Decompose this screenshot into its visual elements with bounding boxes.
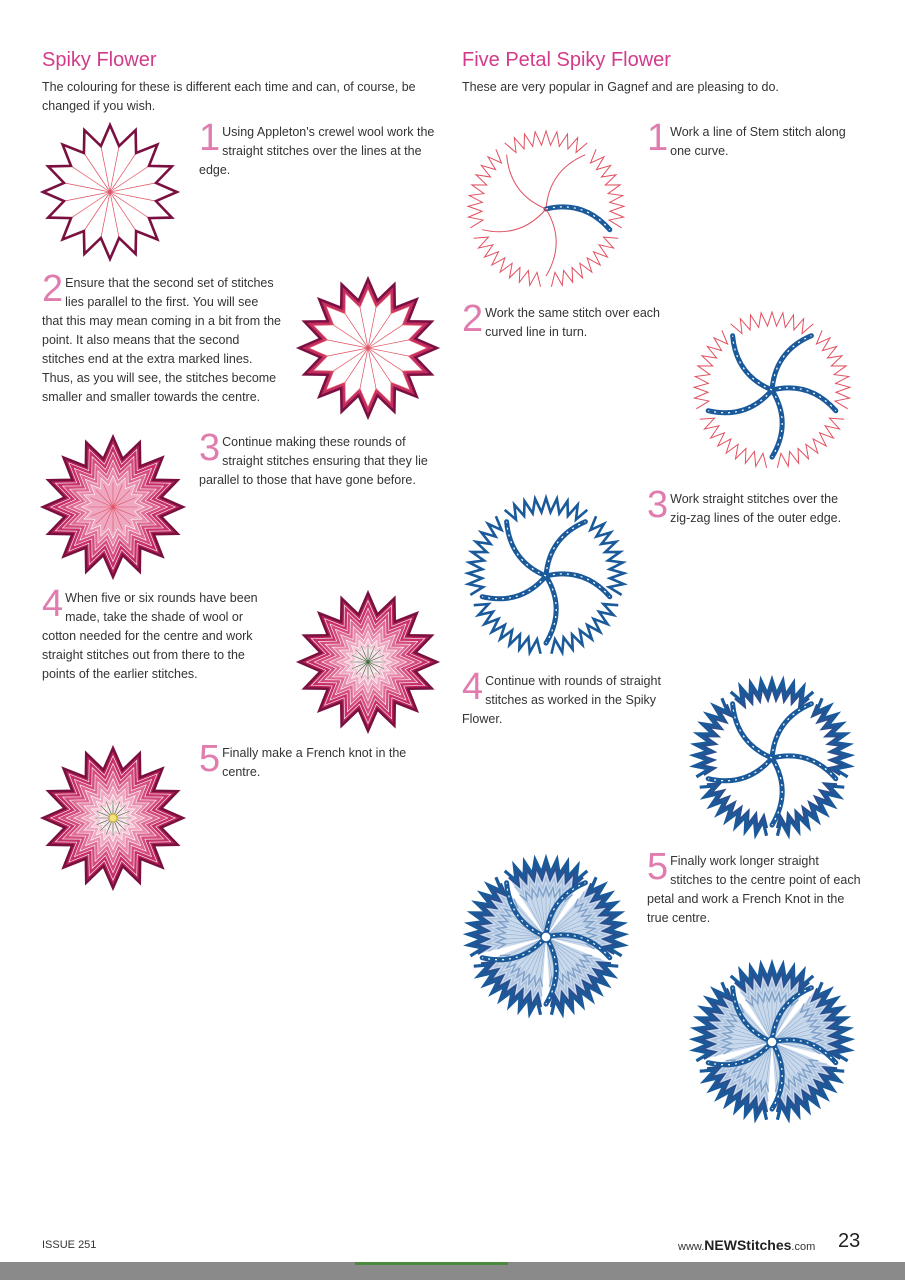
site-prefix: www. [678,1241,705,1253]
bottom-bar-accent [355,1262,508,1265]
bottom-bar [0,1262,905,1280]
five-petal-intro: These are very popular in Gagnef and are pleasing to do. [462,80,779,94]
issue-number: ISSUE 251 [42,1239,97,1251]
step-number: 5 [647,846,669,888]
right-step-5 [647,846,862,928]
page-number: 23 [838,1230,861,1252]
five-petal-illustration-4 [688,674,856,842]
step-number: 1 [647,117,669,159]
step-number: 4 [462,666,484,708]
left-step-4 [42,583,274,684]
step-number: 2 [42,268,64,310]
spiky-flower-illustration-1 [40,122,180,262]
step-text: Finally work longer straight stitches to the centre point of each petal and work a French Knot in the true centre. [647,854,861,925]
step-text: Ensure that the second set of stitches lies parallel to the first. You will see that this may mean coming in a bit from the point. It also means that the second stitches end at the extra marked lines. Thus, as you will see, the stitches become smaller and smaller towards the centre. [42,276,281,404]
step-number: 1 [199,117,221,159]
step-text: Continue making these rounds of straight stitches ensuring that they lie parallel to those that have gone before. [199,435,428,487]
step-text: Continue with rounds of straight stitches as worked in the Spiky Flower. [462,674,661,726]
step-text: Using Appleton's crewel wool work the straight stitches over the lines at the edge. [199,125,435,177]
step-number: 3 [199,427,221,469]
site-suffix: .com [791,1241,816,1253]
right-step-3 [647,484,857,528]
five-petal-illustration-6 [688,958,856,1126]
five-petal-heading: Five Petal Spiky Flower [462,49,671,71]
step-number: 5 [199,738,221,780]
left-step-1 [199,117,439,180]
spiky-flower-illustration-5 [40,745,186,891]
left-step-5 [199,738,429,782]
five-petal-illustration-3 [462,492,630,660]
right-step-4 [462,666,672,729]
five-petal-illustration-5 [462,853,630,1021]
step-text: When five or six rounds have been made, take the shade of wool or cotton needed for the centre and work straight stitches out from there to the points of the earlier stitches. [42,591,258,681]
spiky-flower-illustration-2 [296,276,440,420]
right-step-2 [462,298,672,342]
spiky-flower-illustration-4 [296,590,440,734]
spiky-flower-illustration-3 [40,434,186,580]
step-number: 2 [462,298,484,340]
left-step-2 [42,268,282,407]
five-petal-illustration-2 [688,306,856,474]
site-brand: NEWStitches [704,1237,792,1253]
step-text: Work straight stitches over the zig-zag lines of the outer edge. [670,492,842,525]
step-text: Work a line of Stem stitch along one curve. [670,125,846,158]
five-petal-illustration-1 [462,125,630,293]
step-number: 4 [42,583,64,625]
spiky-flower-intro: The colouring for these is different each time and can, of course, be changed if you wish. [42,80,416,113]
step-text: Finally make a French knot in the centre. [222,746,407,779]
right-step-1 [647,117,857,161]
spiky-flower-heading: Spiky Flower [42,49,157,71]
step-text: Work the same stitch over each curved line in turn. [485,306,660,339]
website-link[interactable] [678,1237,815,1253]
left-step-3 [199,427,439,490]
step-number: 3 [647,484,669,526]
